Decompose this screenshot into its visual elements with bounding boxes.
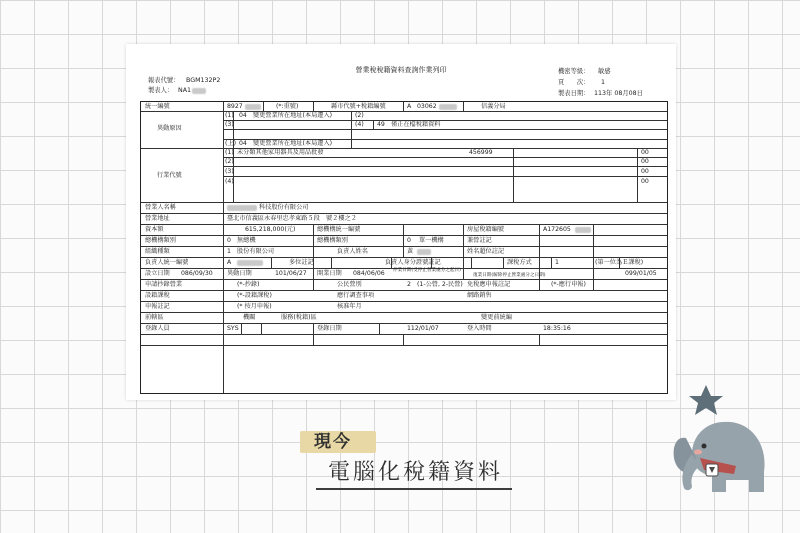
redaction	[192, 88, 206, 94]
operator: SYS	[227, 325, 239, 332]
industry-1-text: 未分類其他家用器具及用品批發	[237, 149, 324, 156]
house-tax-no: A172605	[543, 226, 571, 233]
industry-2-ratio: 00	[641, 158, 649, 165]
suspend-end: 099/01/05	[625, 270, 657, 277]
multi-reg-label: 多位註記	[289, 259, 314, 266]
org-kind: 股份有限公司	[237, 248, 275, 255]
capital-label: 資本額	[145, 226, 164, 233]
reg-note-label: 兼營註記	[467, 237, 492, 244]
industry-2-no: (2)	[225, 158, 234, 165]
redaction	[417, 249, 431, 255]
business-name-label: 營業人名稱	[145, 204, 176, 211]
audit-label: 應行調查事項	[337, 292, 375, 299]
reason-1-no: (1)	[225, 112, 234, 119]
hq-type-code: 0	[227, 237, 231, 244]
reason-prev-no: (上)	[225, 140, 237, 147]
unified-no-label: 統一編號	[145, 103, 170, 110]
industry-label: 行業代號	[157, 172, 182, 179]
document-title: 營業稅稅籍資料查詢作業列印	[355, 66, 447, 74]
register-label: 設籍課稅	[145, 292, 170, 299]
pre-code-label: 變更前統編	[481, 314, 512, 321]
reason-prev-text: 變更營業所在地址(本局遷入)	[253, 140, 333, 147]
login-date: 112/01/07	[407, 325, 439, 332]
exempt-label: 免稅應申報註記	[467, 281, 511, 288]
redaction	[439, 104, 457, 110]
page-number: 1	[601, 79, 606, 86]
open-date: 084/06/06	[353, 270, 385, 277]
banner-title	[316, 452, 512, 490]
register: (*-設籍課稅)	[237, 292, 272, 299]
address-label: 營業地址	[145, 215, 170, 222]
star-icon	[689, 385, 723, 415]
org-type-label: 總機構類別	[317, 237, 348, 244]
exempt: (*-應行申報)	[551, 281, 586, 288]
chg-date-label: 異動日期	[227, 270, 252, 277]
report-mark-label: 申報註記	[145, 303, 170, 310]
parent-no-label: 總機構統一編號	[317, 226, 361, 233]
maker: NA1	[178, 87, 192, 94]
owner-name: 黃	[407, 248, 414, 255]
public-code: 2	[407, 281, 411, 288]
reason-4-text: 僅正在檔稅籍資料	[391, 121, 441, 128]
security-level: 敏感	[598, 68, 611, 75]
login-time: 18:35:16	[543, 325, 571, 332]
page-label: 頁 次：	[558, 79, 590, 86]
important-note: (*:重號)	[276, 103, 299, 110]
county-code: A	[407, 103, 412, 110]
security-label: 機密等級：	[558, 68, 590, 75]
login-date-label: 登錄日期	[317, 325, 342, 332]
est-date: 086/09/30	[181, 270, 213, 277]
operator-label: 登錄人員	[145, 325, 170, 332]
industry-4-ratio: 00	[641, 178, 649, 185]
pre-district-label: 前轄區	[145, 314, 164, 321]
capital: 615,218,000(元)	[245, 226, 296, 233]
industry-3-ratio: 00	[641, 168, 649, 175]
hq-type-label: 總機構類別	[145, 237, 176, 244]
reason-4-code: 49	[377, 121, 385, 128]
elephant-mascot-icon	[664, 380, 774, 500]
redaction	[237, 260, 263, 266]
open-date-label: 開業日期	[317, 270, 342, 277]
hq-type: 無總機	[237, 237, 256, 244]
tax-reg-no: 03062	[417, 103, 437, 110]
approve-label: 核准年月	[337, 303, 362, 310]
chg-date: 101/06/27	[275, 270, 307, 277]
suspend-start-label: 停業日期(受停止營業處分之起日)	[393, 268, 461, 273]
industry-1-ratio: 00	[641, 149, 649, 156]
business-name: 科技股份有限公司	[259, 204, 309, 211]
name-hidden-label: 姓名超位註記	[467, 248, 505, 255]
tax-method: (第一位為Ｅ課稅)	[595, 259, 644, 266]
public-label: 公民營別	[337, 281, 362, 288]
industry-1-code: 456999	[469, 149, 493, 156]
owner-id-reg-label: 負責人身分證號註記	[385, 259, 441, 266]
org-kind-code: 1	[227, 248, 231, 255]
change-reason-label: 異動原因	[157, 125, 182, 132]
address: 臺北市信義區永春里忠孝東路５段 號２樓之２	[227, 215, 357, 222]
online-label: 網路銷售	[467, 292, 492, 299]
org-type-code: 0	[407, 237, 411, 244]
tax-method-label: 課稅方式	[507, 259, 532, 266]
public-type: (1-公營, 2-民營)	[417, 281, 463, 288]
redaction	[227, 205, 257, 211]
redaction	[575, 227, 591, 233]
industry-4-no: (4)	[225, 178, 234, 185]
office: 信義分局	[481, 103, 506, 110]
unified-no: 8927	[227, 103, 243, 110]
org-type: 單一機構	[419, 237, 444, 244]
reason-2-no: (2)	[355, 112, 364, 119]
owner-label: 負責人姓名	[337, 248, 368, 255]
print-date: 113年 08月08日	[594, 90, 643, 97]
industry-1-no: (1)	[225, 149, 234, 156]
suspend-end-label: 復業日期(解除停止營業處分之日期)	[473, 273, 546, 278]
reason-1-text: 變更營業所在地址(本局遷入)	[253, 112, 333, 119]
form-code-label: 報表代號：	[148, 77, 180, 84]
pre-service-label: 服務(稅籍)區	[281, 314, 317, 321]
industry-3-no: (3)	[225, 168, 234, 175]
reason-1-code: 04	[239, 112, 247, 119]
reason-prev-code: 04	[239, 140, 247, 147]
house-tax-label: 房屋稅籍編號	[467, 226, 505, 233]
tax-record-table	[140, 101, 668, 394]
now-tag-text: 現今	[314, 432, 352, 452]
banner-title-text: 電腦化稅籍資料	[328, 460, 504, 485]
pre-agency-label: 機關	[243, 314, 256, 321]
county-label: 縣市代號+稅籍編號	[331, 103, 386, 110]
owner-id-label: 負責人統一編號	[145, 259, 189, 266]
org-kind-label: 組織種類	[145, 248, 170, 255]
print-date-label: 製表日期：	[558, 90, 590, 97]
tax-method-code: 1	[555, 259, 559, 266]
owner-id: A	[227, 259, 232, 266]
filing-label: 申請抄錄營業	[145, 281, 183, 288]
now-tag	[300, 425, 376, 455]
est-date-label: 設立日期	[145, 270, 170, 277]
printed-form-sheet	[126, 44, 676, 400]
form-code: BGM132P2	[186, 77, 221, 84]
report-mark: (* 按月申報)	[237, 303, 272, 310]
redaction	[245, 104, 261, 110]
filing: (*-抄錄)	[237, 281, 260, 288]
login-time-label: 登入時間	[467, 325, 492, 332]
reason-3-no: (3)	[225, 121, 234, 128]
maker-label: 製表人：	[148, 87, 174, 94]
reason-4-no: (4)	[355, 121, 364, 128]
